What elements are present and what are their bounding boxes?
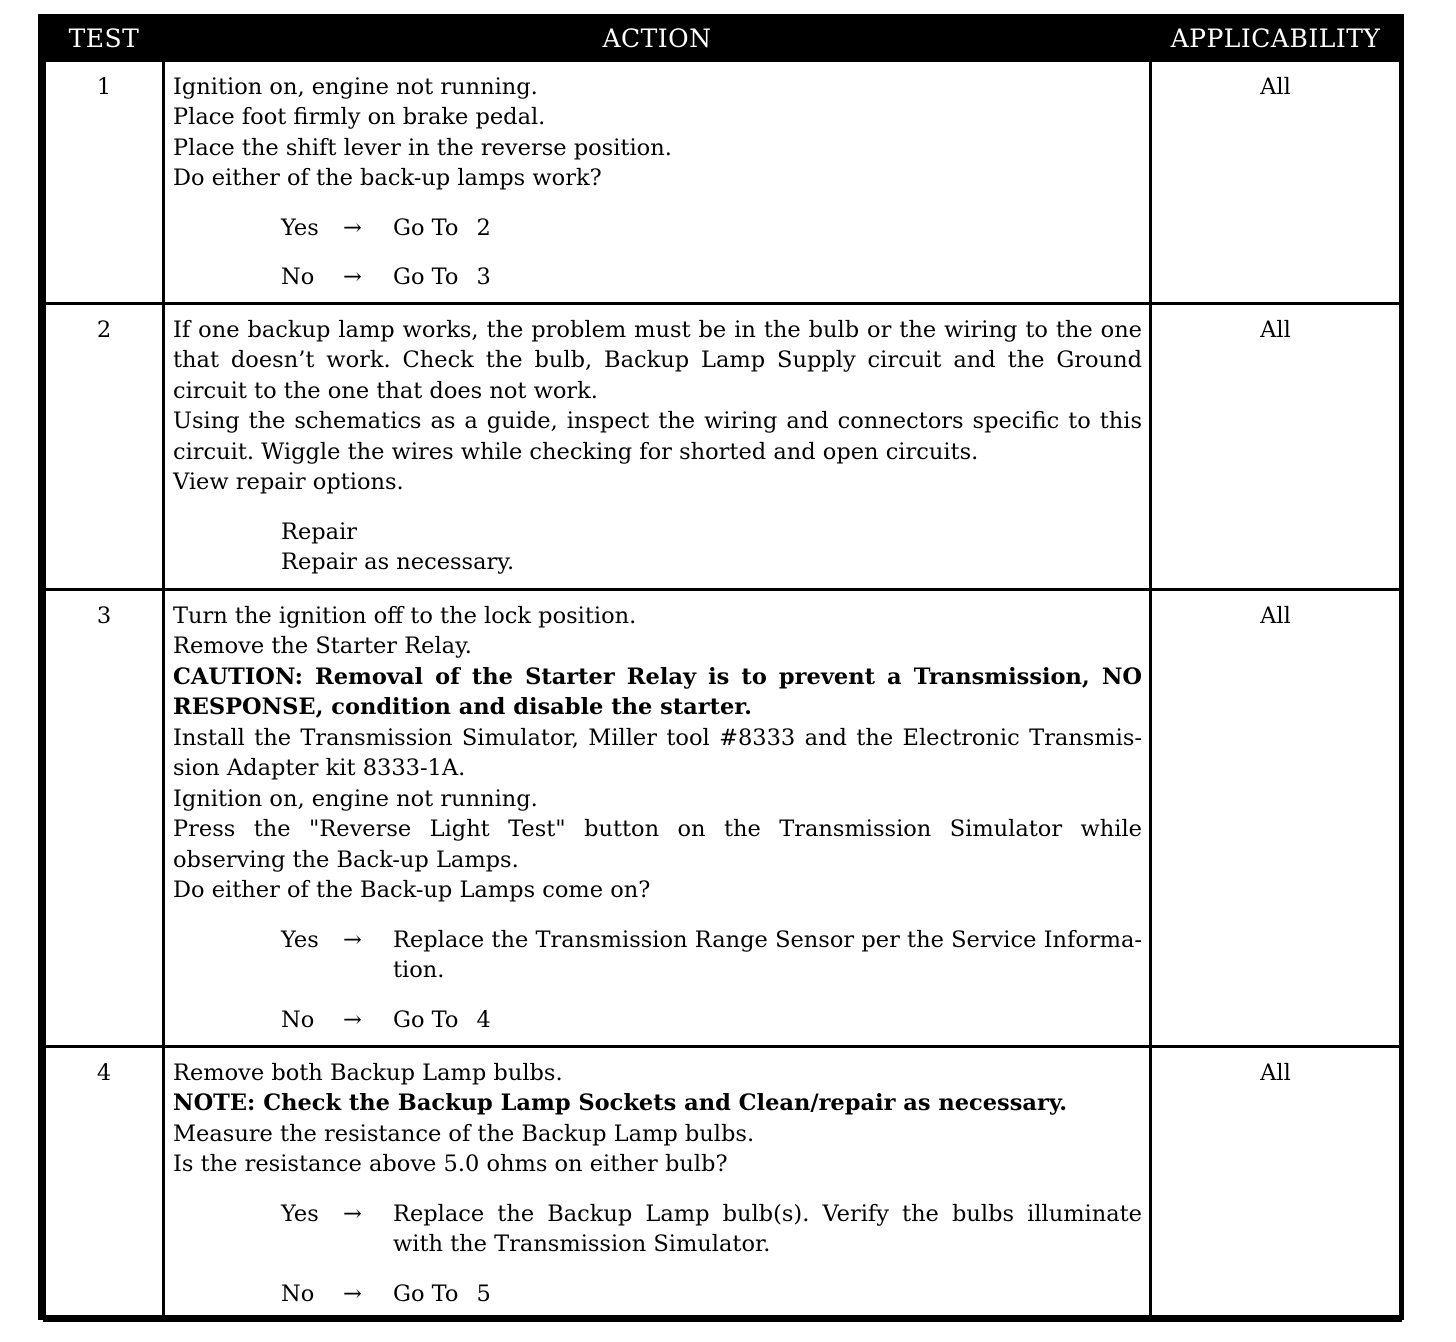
action-line: View repair options. — [173, 469, 404, 495]
action-paragraph: Press the "Reverse Light Test" button on the Transmission Simulator while observing the Back-up Lamps. — [173, 816, 1142, 873]
table-row-test-1 — [45, 60, 1401, 303]
caution-text: CAUTION: Removal of the Starter Relay is to prevent a Transmission, NO RESPONSE, condition and disable the starter. — [173, 663, 1142, 720]
outcome-no — [281, 1279, 1142, 1310]
goto-target-link[interactable]: 4 — [476, 1006, 491, 1033]
action-cell — [164, 589, 1151, 1046]
test-number: 4 — [45, 1046, 164, 1320]
action-line: Is the resistance above 5.0 ohms on either bulb? — [173, 1151, 728, 1177]
table-row-test-2 — [45, 303, 1401, 589]
header-test: TEST — [45, 19, 164, 60]
action-cell — [164, 1046, 1151, 1320]
repair-text: Repair as necessary. — [281, 549, 515, 575]
action-line: Remove both Backup Lamp bulbs. — [173, 1059, 563, 1086]
test-number: 1 — [45, 60, 164, 303]
applicability-cell: All — [1151, 60, 1401, 303]
goto-label: Go To — [393, 214, 459, 241]
outcome-yes — [281, 925, 1142, 986]
goto-target-link[interactable]: 3 — [476, 264, 491, 290]
action-line: Place the shift lever in the reverse position. — [173, 134, 672, 161]
goto-label: Go To — [393, 1280, 459, 1307]
goto-label: Go To — [393, 264, 459, 290]
right-arrow-icon: → — [343, 1280, 362, 1307]
outcome-no — [281, 1005, 1142, 1036]
right-arrow-icon: → — [343, 1200, 362, 1227]
table-row-test-4 — [45, 1046, 1401, 1320]
outcome-text: Replace the Backup Lamp bulb(s). Verify the bulbs illuminate with the Transmission Simulator. — [393, 1200, 1142, 1257]
outcome-yes — [281, 213, 1142, 244]
repair-label: Repair — [281, 518, 358, 545]
diagnostic-test-table — [43, 19, 1402, 1322]
applicability-cell: All — [1151, 589, 1401, 1046]
action-line: Do either of the Back-up Lamps come on? — [173, 877, 651, 903]
action-line: Do either of the back-up lamps work? — [173, 165, 602, 191]
goto-target-link[interactable]: 5 — [476, 1280, 491, 1307]
right-arrow-icon: → — [343, 1006, 362, 1033]
right-arrow-icon: → — [343, 214, 362, 241]
goto-label: Go To — [393, 1006, 459, 1033]
note-text: NOTE: Check the Backup Lamp Sockets and Clean/repair as necessary. — [173, 1090, 1068, 1116]
test-number: 3 — [45, 589, 164, 1046]
diagnostic-test-table-frame — [38, 14, 1404, 1320]
outcome-label: No — [281, 1280, 315, 1307]
table-row-test-3 — [45, 589, 1401, 1046]
applicability-cell: All — [1151, 303, 1401, 589]
outcome-label: Yes — [281, 926, 319, 953]
outcome-yes — [281, 1199, 1142, 1260]
action-line: Turn the ignition off to the lock position. — [173, 602, 637, 629]
outcome-label: Yes — [281, 214, 319, 241]
outcome-no — [281, 262, 1142, 293]
test-number: 2 — [45, 303, 164, 589]
action-line: Measure the resistance of the Backup Lamp bulbs. — [173, 1120, 755, 1147]
action-paragraph: If one backup lamp works, the problem must be in the bulb or the wiring to the one that doesn’t work. Check the bulb, Backup Lamp Supply circuit and the Ground circuit to the one that does not work. — [173, 316, 1142, 404]
action-cell — [164, 60, 1151, 303]
header-applicability: APPLICABILITY — [1151, 19, 1401, 60]
right-arrow-icon: → — [343, 264, 362, 290]
applicability-cell: All — [1151, 1046, 1401, 1320]
action-paragraph: Using the schematics as a guide, inspect the wiring and connectors specific to this circuit. Wiggle the wires while checking for shorted and open circuits. — [173, 408, 1142, 465]
header-action: ACTION — [164, 19, 1151, 60]
outcome-label: No — [281, 264, 315, 290]
right-arrow-icon: → — [343, 926, 362, 953]
outcome-text: Replace the Transmission Range Sensor per the Service Informa-tion. — [393, 926, 1142, 983]
action-line: Ignition on, engine not running. — [173, 785, 538, 812]
action-line: Ignition on, engine not running. — [173, 73, 538, 100]
table-header-row — [45, 19, 1401, 60]
action-line: Remove the Starter Relay. — [173, 633, 472, 659]
action-cell — [164, 303, 1151, 589]
goto-target-link[interactable]: 2 — [476, 214, 491, 241]
outcome-label: Yes — [281, 1200, 319, 1227]
action-line: Place foot firmly on brake pedal. — [173, 104, 546, 130]
outcome-label: No — [281, 1006, 315, 1033]
action-paragraph: Install the Transmission Simulator, Miller tool #8333 and the Electronic Transmis-sion Adapter kit 8333-1A. — [173, 724, 1142, 781]
